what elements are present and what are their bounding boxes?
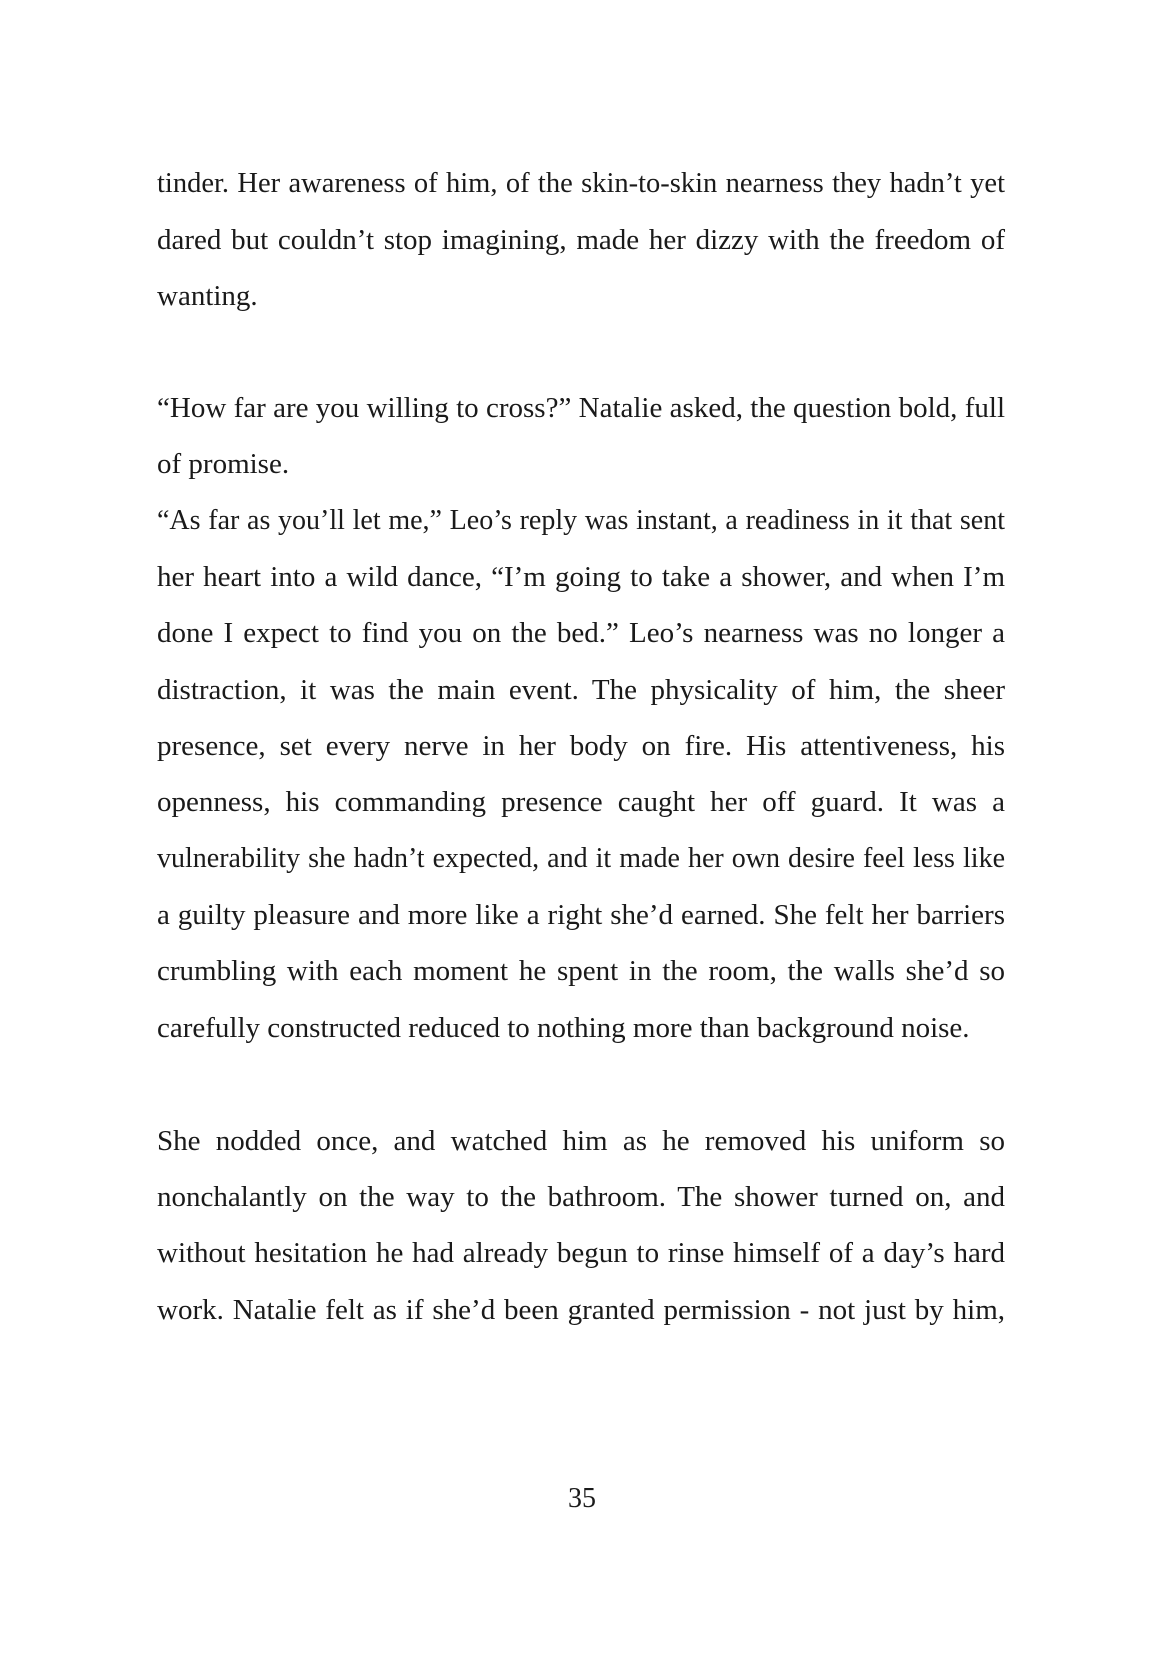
text-line: crumbling with each moment he spent in the room, the walls she’d so <box>157 955 1005 987</box>
text-line: tinder. Her awareness of him, of the skin-to-skin nearness they hadn’t yet <box>157 168 1005 199</box>
text-line: nonchalantly on the way to the bathroom. The shower turned on, and <box>157 1181 1005 1213</box>
page-number: 35 <box>568 1483 596 1514</box>
text-line: presence, set every nerve in her body on fire. His attentiveness, his <box>157 730 1005 762</box>
text-line: without hesitation he had already begun to rinse himself of a day’s hard <box>157 1237 1005 1269</box>
text-line: of promise. <box>157 448 290 480</box>
text-line: “How far are you willing to cross?” Natalie asked, the question bold, full <box>157 392 1005 424</box>
text-line: dared but couldn’t stop imagining, made her dizzy with the freedom of <box>157 224 1005 256</box>
text-line: “As far as you’ll let me,” Leo’s reply was instant, a readiness in it that sent <box>157 505 1005 536</box>
text-line: work. Natalie felt as if she’d been granted permission - not just by him, <box>157 1294 1005 1326</box>
text-line: her heart into a wild dance, “I’m going to take a shower, and when I’m <box>157 561 1005 593</box>
text-line: carefully constructed reduced to nothing more than background noise. <box>157 1012 970 1044</box>
text-line: vulnerability she hadn’t expected, and it made her own desire feel less like <box>157 843 1005 874</box>
text-line: wanting. <box>157 280 258 312</box>
text-line: done I expect to find you on the bed.” Leo’s nearness was no longer a <box>157 617 1005 649</box>
text-line: She nodded once, and watched him as he removed his uniform so <box>157 1125 1005 1157</box>
text-line: openness, his commanding presence caught her off guard. It was a <box>157 786 1005 818</box>
text-line: distraction, it was the main event. The physicality of him, the sheer <box>157 674 1005 706</box>
text-line: a guilty pleasure and more like a right she’d earned. She felt her barriers <box>157 899 1005 931</box>
